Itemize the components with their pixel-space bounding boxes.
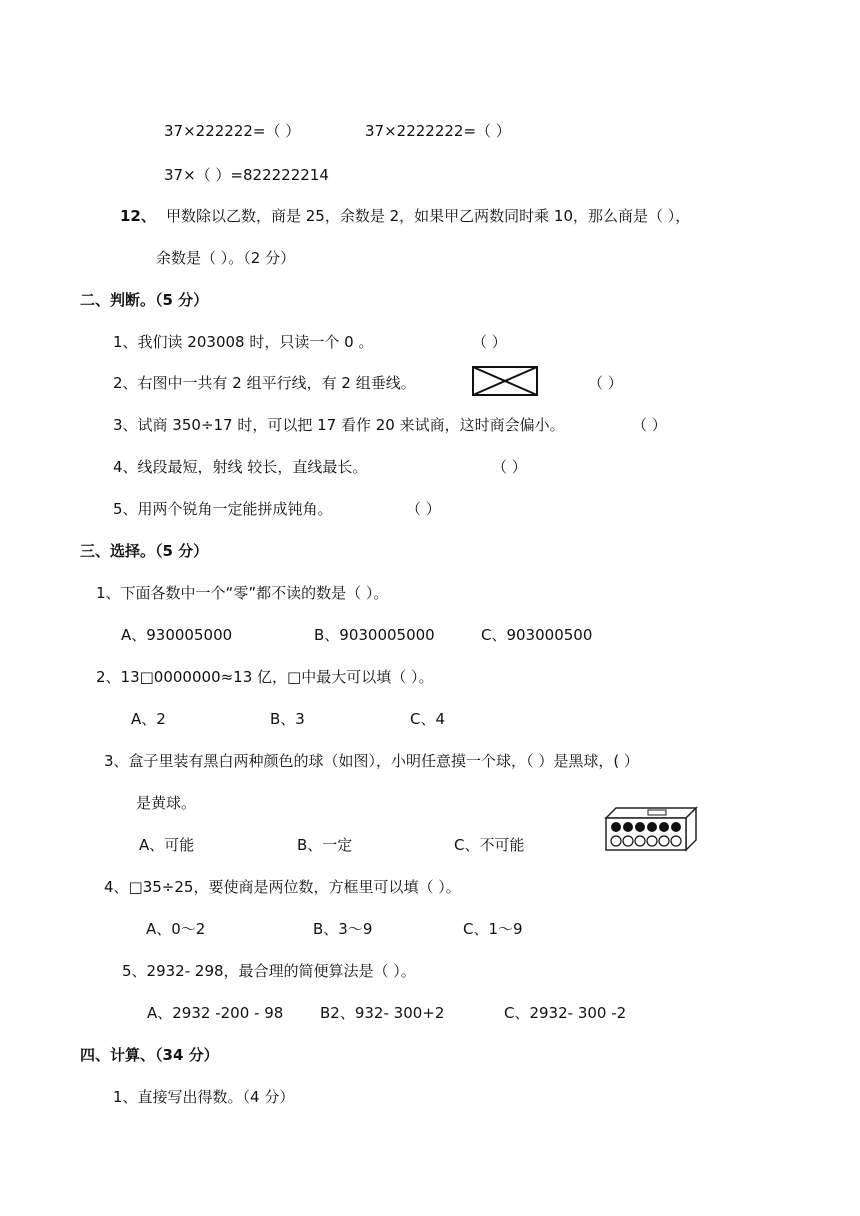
section-2-title: 二、判断。（5 分） (80, 291, 209, 309)
sec2-item-3: 3、试商 350÷17 时，可以把 17 看作 20 来试商，这时商会偏小。 (113, 416, 565, 434)
sec2-item-5-paren: （ ） (406, 500, 441, 518)
sec3-q5-option-b: B2、932- 300+2 (320, 1004, 445, 1022)
section-4-title: 四、计算、（34 分） (80, 1046, 219, 1064)
sec4-q1-text: 1、直接写出得数。（4 分） (113, 1088, 295, 1106)
sec3-q5-option-a: A、2932 -200 - 98 (147, 1004, 284, 1022)
sec3-q5-text: 5、2932- 298，最合理的简便算法是（ ）。 (122, 962, 416, 980)
sec2-item-4-paren: （ ） (492, 458, 527, 476)
q11-equation-b: 37×2222222=（ ） (365, 122, 511, 140)
sec3-q4-text: 4、□35÷25，要使商是两位数，方框里可以填（ ）。 (104, 878, 461, 896)
sec3-q1-option-a: A、930005000 (121, 626, 233, 644)
sec3-q2-option-b: B、3 (270, 710, 305, 728)
sec3-q4-option-b: B、3～9 (313, 920, 373, 938)
sec2-item-4: 4、线段最短，射线 较长，直线最长。 (113, 458, 368, 476)
sec3-q2-text: 2、13□0000000≈13 亿，□中最大可以填（ ）。 (96, 668, 434, 686)
q12-number: 12、 (120, 207, 156, 225)
sec3-q3-text-2: 是黄球。 (136, 794, 197, 812)
sec3-q3-text: 3、盒子里装有黑白两种颜色的球（如图），小明任意摸一个球，（ ）是黑球，( ） (104, 752, 639, 770)
sec3-q3-option-b: B、一定 (297, 836, 353, 854)
sec3-q5-option-c: C、2932- 300 -2 (504, 1004, 627, 1022)
sec2-item-1-paren: （ ） (472, 333, 507, 351)
sec3-q4-option-a: A、0～2 (146, 920, 206, 938)
sec2-item-2-paren: （ ） (588, 374, 623, 392)
sec3-q4-option-c: C、1～9 (463, 920, 523, 938)
sec3-q3-option-c: C、不可能 (454, 836, 525, 854)
sec3-q1-text: 1、下面各数中一个“零”都不读的数是（ ）。 (96, 584, 389, 602)
q12-line1: 甲数除以乙数，商是 25，余数是 2，如果甲乙两数同时乘 10，那么商是（ ）， (166, 207, 691, 225)
ball-box-figure (602, 804, 698, 854)
parallel-lines-figure (472, 366, 538, 396)
sec2-item-3-paren: （ ） (632, 416, 667, 434)
q11-equation-a: 37×222222=（ ） (164, 122, 301, 140)
sec3-q1-option-c: C、903000500 (481, 626, 593, 644)
section-3-title: 三、选择。（5 分） (80, 542, 209, 560)
sec3-q2-option-c: C、4 (410, 710, 446, 728)
sec2-item-2: 2、右图中一共有 2 组平行线，有 2 组垂线。 (113, 374, 416, 392)
sec2-item-1: 1、我们读 203008 时，只读一个 0 。 (113, 333, 374, 351)
sec2-item-5: 5、用两个锐角一定能拼成钝角。 (113, 500, 333, 518)
sec3-q3-option-a: A、可能 (139, 836, 195, 854)
q11-equation-c: 37×（ ）=822222214 (164, 166, 329, 184)
sec3-q1-option-b: B、9030005000 (314, 626, 435, 644)
q12-line2: 余数是（ ）。（2 分） (156, 249, 296, 267)
sec3-q2-option-a: A、2 (131, 710, 166, 728)
